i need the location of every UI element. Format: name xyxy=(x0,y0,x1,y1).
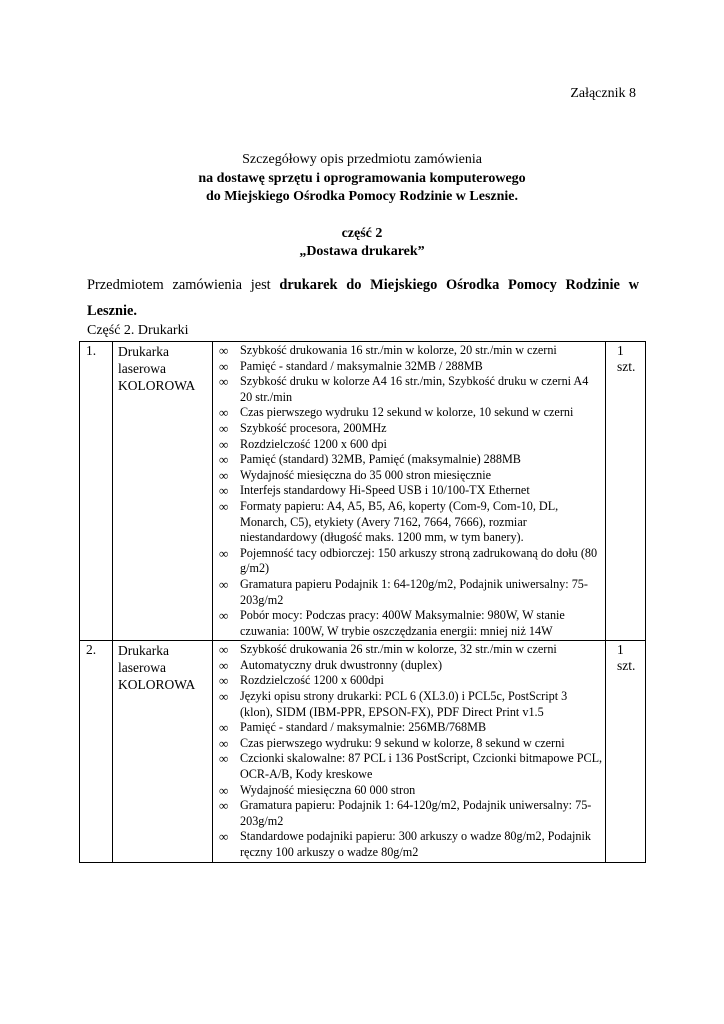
feature-list xyxy=(219,642,603,860)
list-item xyxy=(219,798,603,829)
intro-bold-1: drukarek do Miejskiego Ośrodka Pomocy Rodzinie w xyxy=(279,277,639,293)
list-item xyxy=(219,642,603,658)
item-name-line: KOLOROWA xyxy=(118,378,196,393)
list-item xyxy=(219,343,603,359)
feature-text: Czas pierwszego wydruku: 9 sekund w kolorze, 8 sekund w czerni xyxy=(240,735,565,750)
list-item xyxy=(219,359,603,375)
printer-spec-table xyxy=(79,341,646,863)
intro-paragraph xyxy=(87,272,639,324)
feature-text: Szybkość druku w kolorze A4 16 str./min, Szybkość druku w czerni A4 20 str./min xyxy=(240,374,589,404)
list-item xyxy=(219,577,603,608)
infinity-bullet-icon: ∞ xyxy=(219,689,229,705)
feature-text: Szybkość drukowania 26 str./min w kolorze, 32 str./min w czerni xyxy=(240,642,557,657)
item-name xyxy=(113,342,213,641)
infinity-bullet-icon: ∞ xyxy=(219,829,229,845)
annex-label: Załącznik 8 xyxy=(570,86,636,101)
list-item xyxy=(219,437,603,453)
list-item xyxy=(219,783,603,799)
list-item xyxy=(219,673,603,689)
infinity-bullet-icon: ∞ xyxy=(219,343,229,358)
list-item xyxy=(219,421,603,437)
feature-text: Czcionki skalowalne: 87 PCL i 136 PostScript, Czcionki bitmapowe PCL, OCR-A/B, Kody kreskowe xyxy=(240,751,603,782)
infinity-bullet-icon: ∞ xyxy=(219,483,229,499)
heading-line-3: do Miejskiego Ośrodka Pomocy Rodzinie w Lesznie. xyxy=(205,189,518,204)
infinity-bullet-icon: ∞ xyxy=(219,576,229,592)
feature-text: Gramatura papieru Podajnik 1: 64-120g/m2, Podajnik uniwersalny: 75-203g/m2 xyxy=(240,576,588,607)
feature-text: Pobór mocy: Podczas pracy: 400W Maksymalnie: 980W, W stanie czuwania: 100W, W trybie oszczędzania energii: mniej niż 14W xyxy=(240,608,565,638)
list-item xyxy=(219,608,603,639)
infinity-bullet-icon: ∞ xyxy=(219,751,229,767)
item-name-line: Drukarka xyxy=(118,344,169,359)
infinity-bullet-icon: ∞ xyxy=(219,420,229,436)
feature-text: Gramatura papieru: Podajnik 1: 64-120g/m2, Podajnik uniwersalny: 75-203g/m2 xyxy=(240,798,592,828)
list-item xyxy=(219,468,603,484)
table-row xyxy=(80,641,646,862)
feature-text: Szybkość procesora, 200MHz xyxy=(240,420,387,435)
list-item xyxy=(219,452,603,468)
table-row xyxy=(80,342,646,641)
intro-line-2 xyxy=(87,298,639,324)
infinity-bullet-icon: ∞ xyxy=(219,436,229,452)
list-item xyxy=(219,499,603,546)
section-title: Część 2. Drukarki xyxy=(87,323,189,338)
feature-text: Interfejs standardowy Hi-Speed USB i 10/100-TX Ethernet xyxy=(240,483,530,498)
intro-bold-2: Lesznie. xyxy=(87,303,137,319)
feature-text: Pamięć (standard) 32MB, Pamięć (maksymalnie) 288MB xyxy=(240,452,521,467)
part-title: „Dostawa drukarek” xyxy=(299,244,425,259)
item-quantity: 1 szt. xyxy=(606,641,646,862)
infinity-bullet-icon: ∞ xyxy=(219,735,229,751)
infinity-bullet-icon: ∞ xyxy=(219,374,229,390)
feature-text: Standardowe podajniki papieru: 300 arkuszy o wadze 80g/m2, Podajnik ręczny 100 arkuszy o wadze 80g/m2 xyxy=(240,829,591,859)
feature-text: Pojemność tacy odbiorczej: 150 arkuszy stroną zadrukowaną do dołu (80 g/m2) xyxy=(240,545,598,576)
infinity-bullet-icon: ∞ xyxy=(219,657,229,673)
list-item xyxy=(219,736,603,752)
feature-text: Rozdzielczość 1200 x 600dpi xyxy=(240,673,384,688)
feature-text: Pamięć - standard / maksymalnie 32MB / 288MB xyxy=(240,358,483,373)
feature-text: Rozdzielczość 1200 x 600 dpi xyxy=(240,436,387,451)
feature-text: Pamięć - standard / maksymalnie: 256MB/768MB xyxy=(240,720,487,735)
infinity-bullet-icon: ∞ xyxy=(219,358,229,374)
item-name-line: Drukarka xyxy=(118,643,169,659)
feature-text: Wydajność miesięczna do 35 000 stron miesięcznie xyxy=(240,467,492,482)
infinity-bullet-icon: ∞ xyxy=(219,782,229,798)
document-heading xyxy=(0,151,724,262)
list-item xyxy=(219,483,603,499)
item-features xyxy=(213,342,606,641)
feature-text: Wydajność miesięczna 60 000 stron xyxy=(240,782,416,797)
intro-line-1 xyxy=(87,272,639,298)
heading-line-1: Szczegółowy opis przedmiotu zamówienia xyxy=(242,152,482,167)
feature-list xyxy=(219,343,603,639)
feature-text: Czas pierwszego wydruku 12 sekund w kolorze, 10 sekund w czerni xyxy=(240,405,574,420)
intro-prefix: Przedmiotem zamówienia jest xyxy=(87,277,280,293)
part-number: część 2 xyxy=(341,225,383,241)
infinity-bullet-icon: ∞ xyxy=(219,545,229,561)
infinity-bullet-icon: ∞ xyxy=(219,608,229,624)
list-item xyxy=(219,374,603,405)
list-item xyxy=(219,689,603,720)
infinity-bullet-icon: ∞ xyxy=(219,467,229,483)
item-name xyxy=(113,641,213,862)
infinity-bullet-icon: ∞ xyxy=(219,642,229,658)
item-name-line: KOLOROWA xyxy=(118,677,196,693)
list-item xyxy=(219,405,603,421)
item-quantity: 1 szt. xyxy=(606,342,646,641)
item-name-line: laserowa xyxy=(118,660,166,676)
item-name-line: laserowa xyxy=(118,361,166,376)
list-item xyxy=(219,720,603,736)
list-item xyxy=(219,829,603,860)
feature-text: Szybkość drukowania 16 str./min w kolorze, 20 str./min w czerni xyxy=(240,343,557,357)
infinity-bullet-icon: ∞ xyxy=(219,452,229,468)
infinity-bullet-icon: ∞ xyxy=(219,405,229,421)
infinity-bullet-icon: ∞ xyxy=(219,498,229,514)
infinity-bullet-icon: ∞ xyxy=(219,720,229,736)
list-item xyxy=(219,546,603,577)
item-number: 1. xyxy=(80,342,113,641)
feature-text: Formaty papieru: A4, A5, B5, A6, koperty (Com-9, Com-10, DL, Monarch, C5), etykiety (Avery 7162, 7664, 7666), rozmiar niestandardowy (długość maks. 1200 mm, w tym banery). xyxy=(240,498,559,545)
infinity-bullet-icon: ∞ xyxy=(219,798,229,814)
heading-line-2: na dostawę sprzętu i oprogramowania komputerowego xyxy=(198,170,526,186)
item-number: 2. xyxy=(80,641,113,862)
list-item xyxy=(219,658,603,674)
list-item xyxy=(219,751,603,782)
feature-text: Automatyczny druk dwustronny (duplex) xyxy=(240,657,443,672)
feature-text: Języki opisu strony drukarki: PCL 6 (XL3.0) i PCL5c, PostScript 3 (klon), SIDM (IBM-PPR, EPSON-FX), PDF Direct Print v1.5 xyxy=(240,689,568,719)
item-features xyxy=(213,641,606,862)
infinity-bullet-icon: ∞ xyxy=(219,673,229,689)
